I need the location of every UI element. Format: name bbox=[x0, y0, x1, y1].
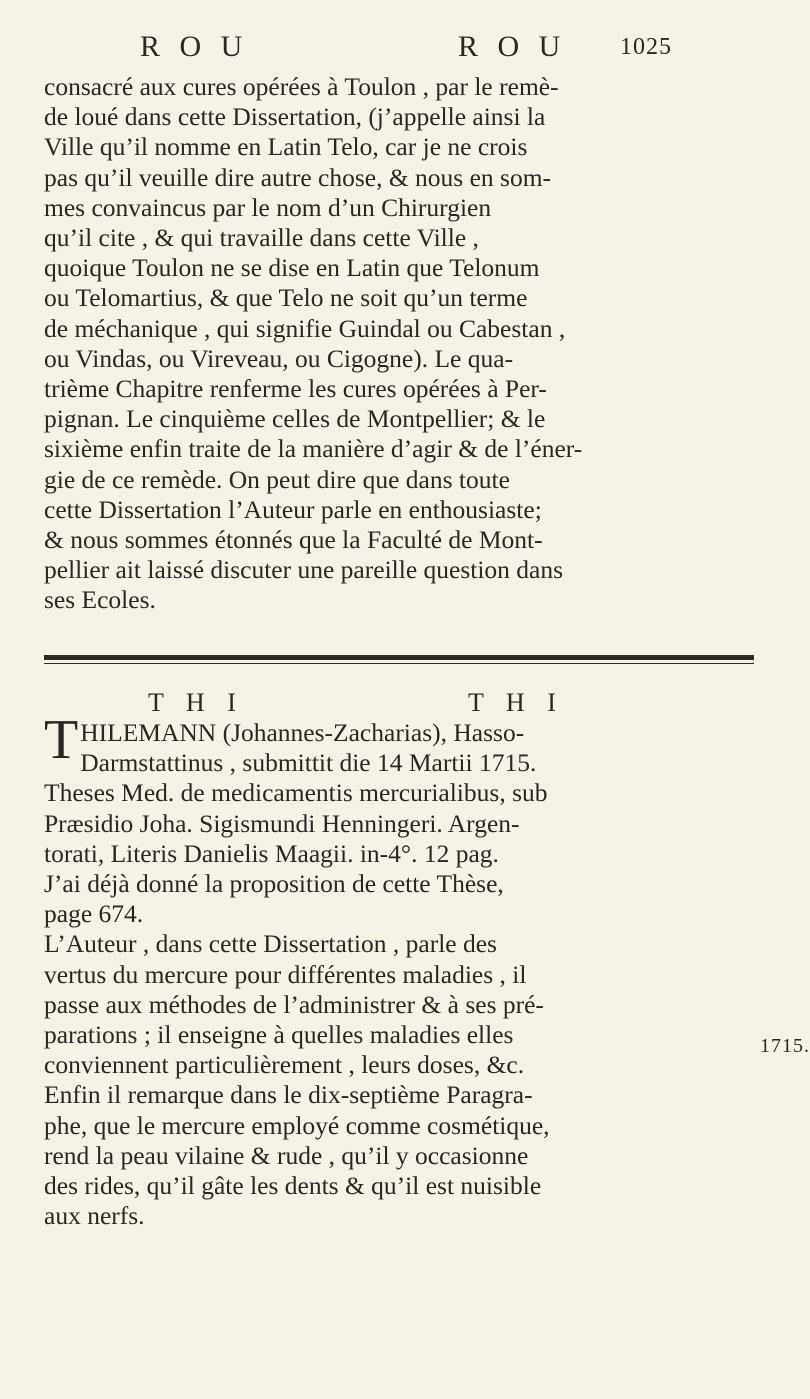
text-line: ou Telomartius, & que Telo ne soit qu’un terme bbox=[44, 283, 528, 313]
text-line: de méchanique , qui signifie Guindal ou Cabestan , bbox=[44, 313, 566, 343]
page-number: 1025 bbox=[620, 34, 672, 60]
text-line: gie de ce remède. On peut dire que dans toute bbox=[44, 464, 510, 494]
text-line: phe, que le mercure employé comme cosmétique, bbox=[44, 1110, 550, 1140]
continuation-paragraph bbox=[44, 72, 752, 616]
text-line: vertus du mercure pour différentes maladies , il bbox=[44, 959, 527, 989]
text-line: mes convaincus par le nom d’un Chirurgien bbox=[44, 192, 492, 222]
text-line: trième Chapitre renferme les cures opérées à Per- bbox=[44, 374, 547, 404]
text-line: & nous sommes étonnés que la Faculté de Mont- bbox=[44, 525, 543, 555]
section-divider-thick bbox=[44, 655, 754, 660]
text-line: de loué dans cette Dissertation, (j’appelle ainsi la bbox=[44, 102, 546, 132]
drop-cap: T bbox=[44, 709, 79, 771]
text-line: aux nerfs. bbox=[44, 1201, 145, 1231]
text-line: cette Dissertation l’Auteur parle en enthousiaste; bbox=[44, 494, 542, 524]
text-line: Theses Med. de medicamentis mercurialibus, sub bbox=[44, 778, 548, 808]
text-line: Præsidio Joha. Sigismundi Henningeri. Argen- bbox=[44, 808, 520, 838]
text-line: conviennent particulièrement , leurs doses, &c. bbox=[44, 1050, 525, 1080]
text-line: Ville qu’il nomme en Latin Telo, car je ne crois bbox=[44, 132, 528, 162]
running-head bbox=[140, 30, 700, 70]
text-line: quoique Toulon ne se dise en Latin que Telonum bbox=[44, 253, 540, 283]
text-line: Enfin il remarque dans le dix-septième Paragra- bbox=[44, 1080, 533, 1110]
section-heading-right: T H I bbox=[468, 688, 564, 717]
text-line: Darmstattinus , submittit die 14 Martii 1715. bbox=[80, 748, 537, 778]
text-line: qu’il cite , & qui travaille dans cette Ville , bbox=[44, 223, 479, 253]
text-line: sixième enfin traite de la manière d’agir & de l’éner- bbox=[44, 434, 583, 464]
text-line: ou Vindas, ou Vireveau, ou Cigogne). Le qua- bbox=[44, 343, 514, 373]
text-line: consacré aux cures opérées à Toulon , par le remè- bbox=[44, 72, 559, 101]
text-line: J’ai déjà donné la proposition de cette Thèse, bbox=[44, 869, 504, 899]
running-head-left: R O U bbox=[140, 30, 249, 63]
text-line: torati, Literis Danielis Maagii. in-4°. 12 pag. bbox=[44, 838, 499, 868]
running-head-right: R O U bbox=[458, 30, 567, 63]
text-line: ses Ecoles. bbox=[44, 585, 156, 615]
text-line: rend la peau vilaine & rude , qu’il y occasionne bbox=[44, 1140, 529, 1170]
text-line: pas qu’il veuille dire autre chose, & nous en som- bbox=[44, 162, 552, 192]
text-line: parations ; il enseigne à quelles maladies elles bbox=[44, 1020, 514, 1050]
text-line: passe aux méthodes de l’administrer & à ses pré- bbox=[44, 989, 544, 1019]
text-line: pignan. Le cinquième celles de Montpellier; & le bbox=[44, 404, 546, 434]
text-line: pellier ait laissé discuter une pareille question dans bbox=[44, 555, 564, 585]
entry-author: HILEMANN (Johannes-Zacharias), Hasso- bbox=[80, 718, 525, 747]
bibliographic-entry bbox=[44, 709, 752, 1231]
section-heading-left: T H I bbox=[148, 688, 244, 717]
margin-year-note: 1715. bbox=[760, 1035, 810, 1057]
section-divider-thin bbox=[44, 663, 754, 664]
text-line: L’Auteur , dans cette Dissertation , parle des bbox=[44, 929, 497, 959]
text-line: page 674. bbox=[44, 899, 144, 929]
text-line: des rides, qu’il gâte les dents & qu’il est nuisible bbox=[44, 1171, 542, 1201]
